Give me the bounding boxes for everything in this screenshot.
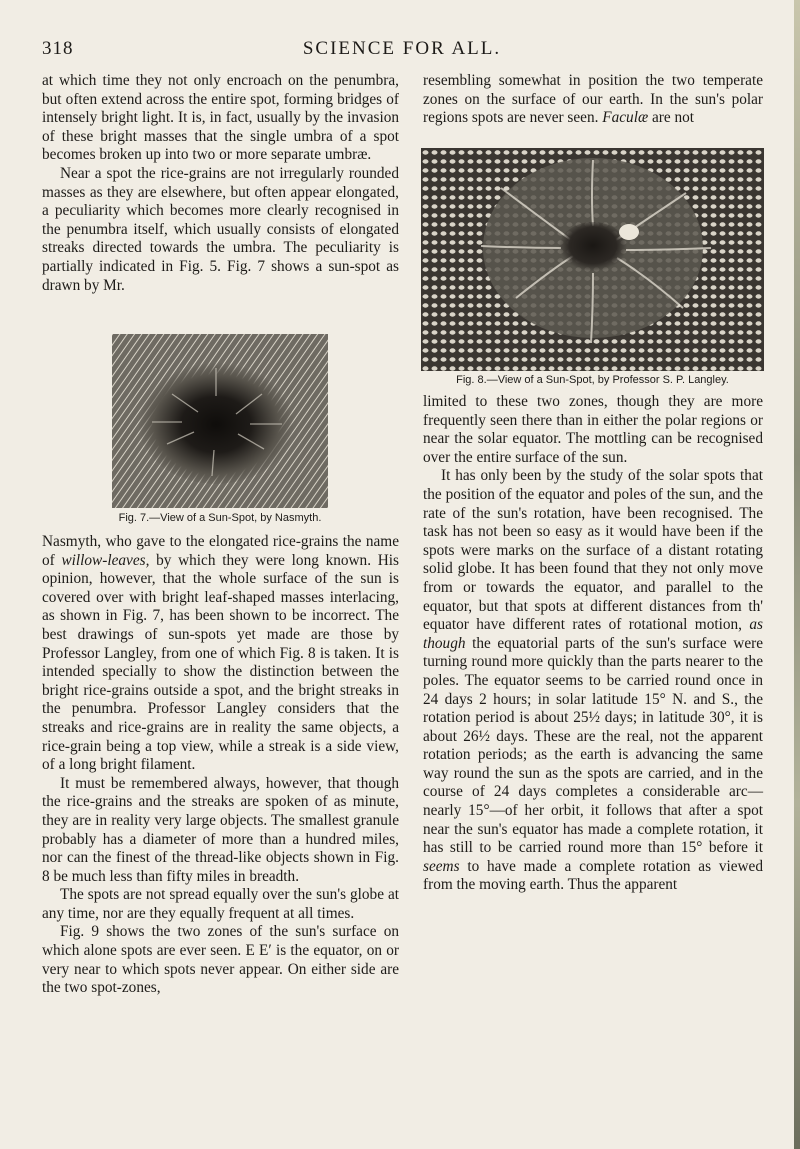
- page-header: [42, 38, 762, 66]
- paragraph: It must be remembered always, however, that though the rice-grains and the streaks are spoken of as minute, they are in reality very large objects. The smallest granule probably has a diameter of more than a hundred miles, nor can the finest of the thread-like objects shown in Fig. 8 be much less than fifty miles in breadth.: [42, 774, 399, 885]
- paragraph: It has only been by the study of the solar spots that the position of the equator and poles of the sun, and the rate of the sun's rotation, have been recognised. The task has not been so easy as it would have been if the spots were marks on the surface of a distant rotating solid globe. It has been found that they not only move from or towards the equator, and parallel to the equator, but that spots at different distances from th' equator have different rates of rotational motion, as though the equatorial parts of the sun's surface were turning round more quickly than the parts nearer to the poles. The equator seems to be carried round once in 24 days 2 hours; in solar latitude 15° N. and S., the rotation period is about 25½ days; in latitude 30°, it is about 26½ days. These are the real, not the apparent rotation periods; as the earth is advancing the same way round the sun as the spots are carried, and in the course of 24 days completes a considerable arc— nearly 15°—of her orbit, it follows that after a spot near the sun's equator has made a complete rotation, it has still to be carried round more than 15° before it seems to have made a complete rotation as viewed from the moving earth. Thus the apparent: [423, 467, 763, 894]
- figure-7-caption: Fig. 7.—View of a Sun-Spot, by Nasmyth.: [118, 512, 322, 524]
- figure-8-caption: Fig. 8.—View of a Sun-Spot, by Professor S. P. Langley.: [456, 374, 729, 386]
- page-edge: [794, 0, 800, 1149]
- paragraph: resembling somewhat in position the two temperate zones on the surface of our earth. In the sun's polar regions spots are never seen. Faculæ are not: [423, 72, 763, 127]
- figure-7-sunspot-engraving: [112, 334, 328, 508]
- paragraph: at which time they not only encroach on the penumbra, but often extend across the entire spot, forming bridges of intensely bright light. It is, in fact, usually by the invasion of these bright masses that the single umbra of a spot becomes broken up into two or more separate umbræ.: [42, 72, 399, 164]
- right-column-lower: [423, 393, 763, 895]
- paragraph: Near a spot the rice-grains are not irregularly rounded masses as they are elsewhere, but often appear elongated, a peculiarity which becomes more clearly recognised in the penumbra itself, which usually consists of elongated streaks directed towards the umbra. The peculiarity is partially indicated in Fig. 5. Fig. 7 shows a sun-spot as drawn by Mr.: [42, 164, 399, 294]
- paragraph: Fig. 9 shows the two zones of the sun's surface on which alone spots are ever seen. E E′ is the equator, on or very near to which spots never appear. On either side are the two spot-zones,: [42, 923, 399, 997]
- page-number: 318: [42, 38, 74, 59]
- left-column-lower: [42, 533, 399, 998]
- paragraph: Nasmyth, who gave to the elongated rice-grains the name of willow-leaves, by which they were long known. His opinion, however, that the whole surface of the sun is covered over with bright leaf-shaped masses interlacing, as shown in Fig. 7, has been shown to be incorrect. The best drawings of sun-spots yet made are those by Professor Langley, from one of which Fig. 8 is taken. It is intended specially to show the distinction between the bright rice-grains outside a spot, and the bright streaks in the penumbra. Professor Langley considers that the streaks and rice-grains are in reality the same objects, a rice-grain being a top view, while a streak is a side view, of a long bright filament.: [42, 533, 399, 774]
- running-title: SCIENCE FOR ALL.: [302, 38, 502, 59]
- paragraph: limited to these two zones, though they are more frequently seen there than in either the polar regions or near the solar equator. The mottling can be recognised over the entire surface of the sun.: [423, 393, 763, 466]
- paragraph: The spots are not spread equally over the sun's globe at any time, nor are they equally frequent at all times.: [42, 886, 399, 922]
- right-column-upper: [423, 72, 763, 128]
- left-column-upper: [42, 72, 399, 295]
- figure-8-sunspot-engraving: [421, 148, 764, 371]
